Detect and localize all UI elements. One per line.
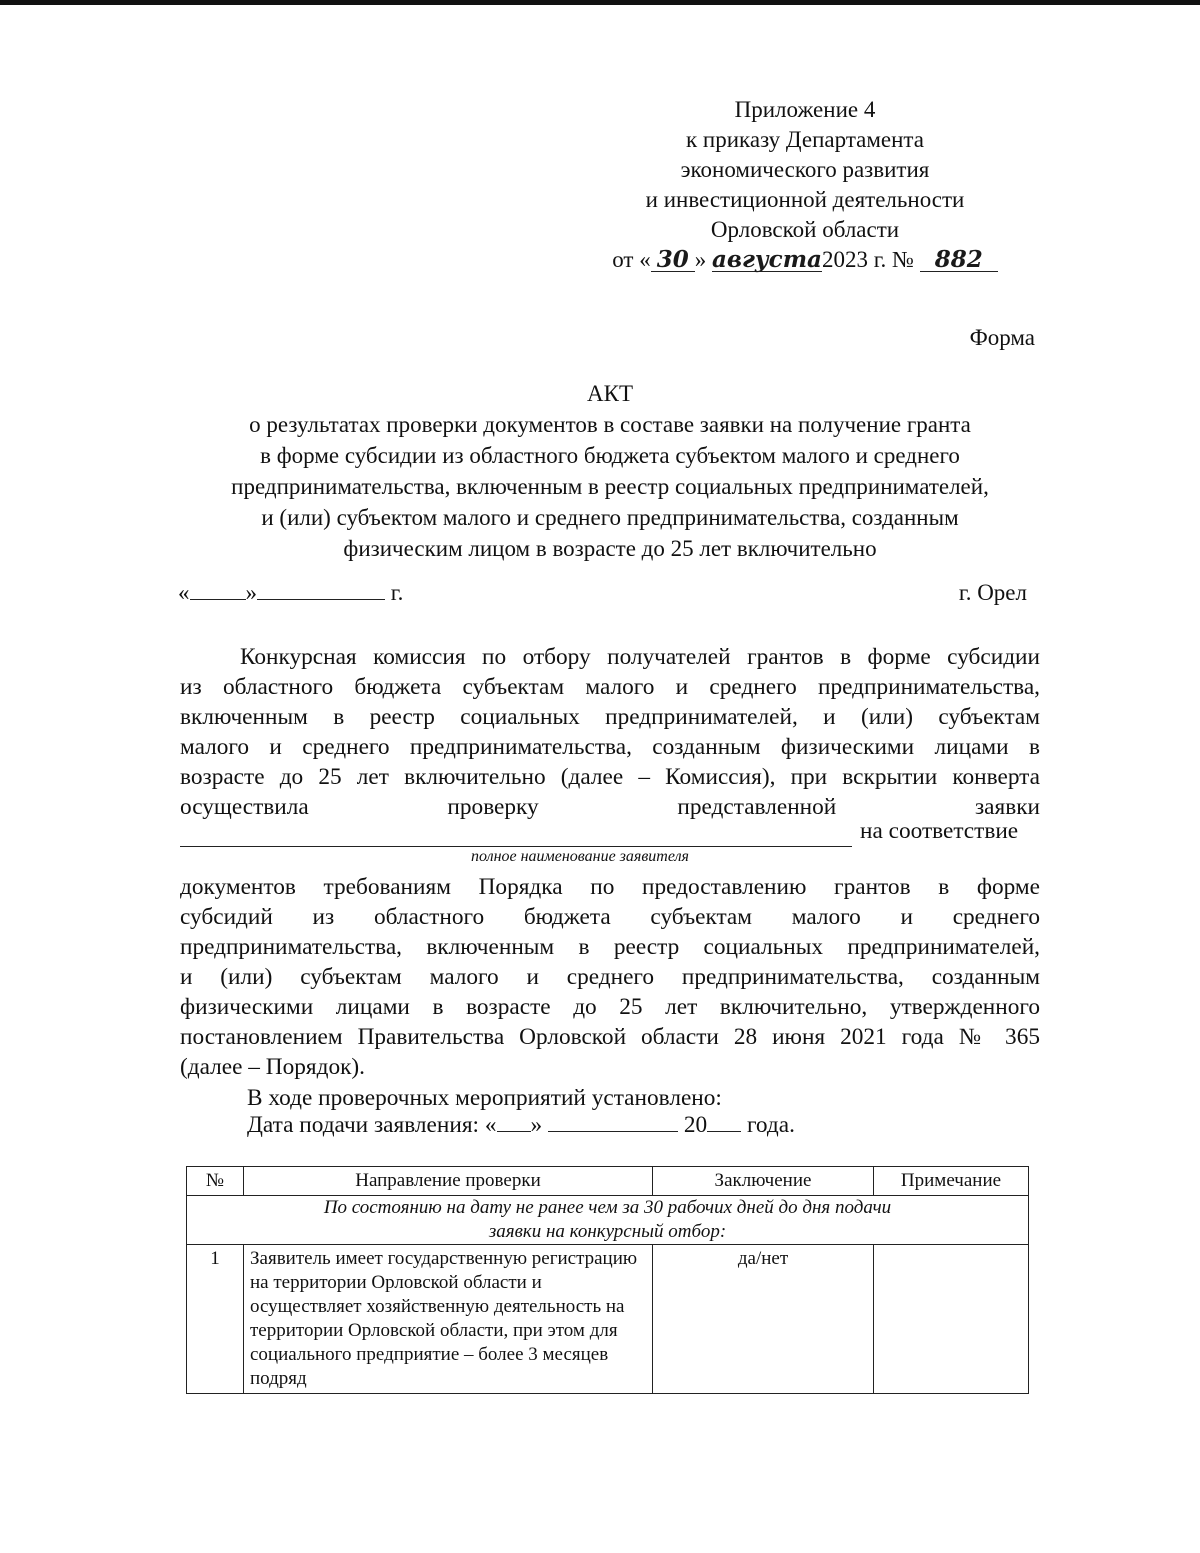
submission-close-quote: » [530,1112,543,1138]
submission-day-blank [497,1131,531,1132]
order-prefix: от « [612,247,651,272]
col-header-direction: Направление проверки [244,1167,653,1196]
act-title [150,378,1070,564]
submission-date-line [247,1112,795,1139]
row-note [874,1245,1029,1394]
para-line: документов требованиям Порядка по предоставлению грантов в форме [180,874,1040,900]
findings-intro: В ходе проверочных мероприятий установлено: [247,1085,722,1111]
date-year-suffix: г. [390,580,404,605]
table-row [187,1245,1029,1394]
para-line: субсидий из областного бюджета субъектам малого и среднего [180,904,1040,930]
para-line: возрасте до 25 лет включительно (далее – Комиссия), при вскрытии конверта [180,764,1040,790]
para-line: постановлением Правительства Орловской области 28 июня 2021 года № 365 [180,1024,1040,1050]
para-line: Конкурсная комиссия по отбору получателей грантов в форме субсидии [240,644,1040,670]
para-line: включенным в реестр социальных предпринимателей, и (или) субъектам [180,704,1040,730]
title-heading: АКТ [587,381,633,406]
date-close-quote: » [245,580,257,605]
order-number: 882 [920,249,998,272]
col-header-result: Заключение [653,1167,874,1196]
table-header-row [187,1167,1029,1196]
city-label: г. Орел [958,580,1027,605]
submission-month-blank [548,1131,678,1132]
para-line: предпринимательства, включенным в реестр социальных предпринимателей, [180,934,1040,960]
header-line: экономического развития [680,157,930,182]
para-line: и (или) субъектам малого и среднего предпринимательства, созданным [180,964,1040,990]
para-line: (далее – Порядок). [180,1054,365,1080]
title-line: физическим лицом в возрасте до 25 лет включительно [343,536,877,561]
header-line: Орловской области [710,217,900,242]
applicant-name-blank [180,846,852,847]
act-date-line [178,580,403,606]
para-line: физическими лицами в возрасте до 25 лет включительно, утвержденного [180,994,1040,1020]
form-label: Форма [969,325,1035,350]
section-note: По состоянию на дату не ранее чем за 30 рабочих дней до дня подачи заявки на конкурсный отбор: [187,1196,1029,1245]
header-line: к приказу Департамента [686,127,924,152]
col-header-note: Примечание [874,1167,1029,1196]
header-line: Приложение 4 [734,97,876,122]
order-date-line [560,245,1050,275]
order-day: 30 [651,249,695,272]
title-line: и (или) субъектом малого и среднего предпринимательства, созданным [261,505,959,530]
submission-year-prefix: 20 [683,1112,708,1138]
para-line: осуществила проверку представленной заявки [180,794,1040,820]
row-direction: Заявитель имеет государственную регистрацию на территории Орловской области и осуществляет хозяйственную деятельность на территории Орловской области, при этом для социального предприятие – более 3 месяцев подряд [244,1245,653,1394]
table-section-row [187,1196,1029,1245]
requirements-paragraph [180,872,1040,1082]
scan-top-border [0,0,1200,5]
check-table [186,1166,1029,1394]
order-month: августа [711,246,822,273]
para-line: малого и среднего предпринимательства, созданным физическими лицами в [180,734,1040,760]
col-header-number: № [187,1167,244,1196]
date-open-quote: « [178,580,190,605]
para-line: из областного бюджета субъектам малого и среднего предпринимательства, [180,674,1040,700]
submission-date-label: Дата подачи заявления: « [247,1112,497,1138]
title-line: о результатах проверки документов в составе заявки на получение гранта [249,412,971,437]
appendix-header [560,95,1050,275]
order-year: 2023 г. № [821,247,915,272]
submission-year-blank [707,1131,741,1132]
submission-year-suffix: года. [746,1112,795,1138]
row-result: да/нет [653,1245,874,1394]
title-line: в форме субсидии из областного бюджета субъектом малого и среднего [260,443,960,468]
header-line: и инвестиционной деятельности [645,187,965,212]
title-line: предпринимательства, включенным в реестр социальных предпринимателей, [231,474,989,499]
row-number: 1 [187,1245,244,1394]
applicant-caption: полное наименование заявителя [471,848,689,865]
commission-paragraph [180,642,1040,822]
date-day-blank [190,599,246,600]
order-quote-close: » [694,247,707,272]
compliance-label: на соответствие [860,818,1019,844]
date-month-blank [257,599,385,600]
